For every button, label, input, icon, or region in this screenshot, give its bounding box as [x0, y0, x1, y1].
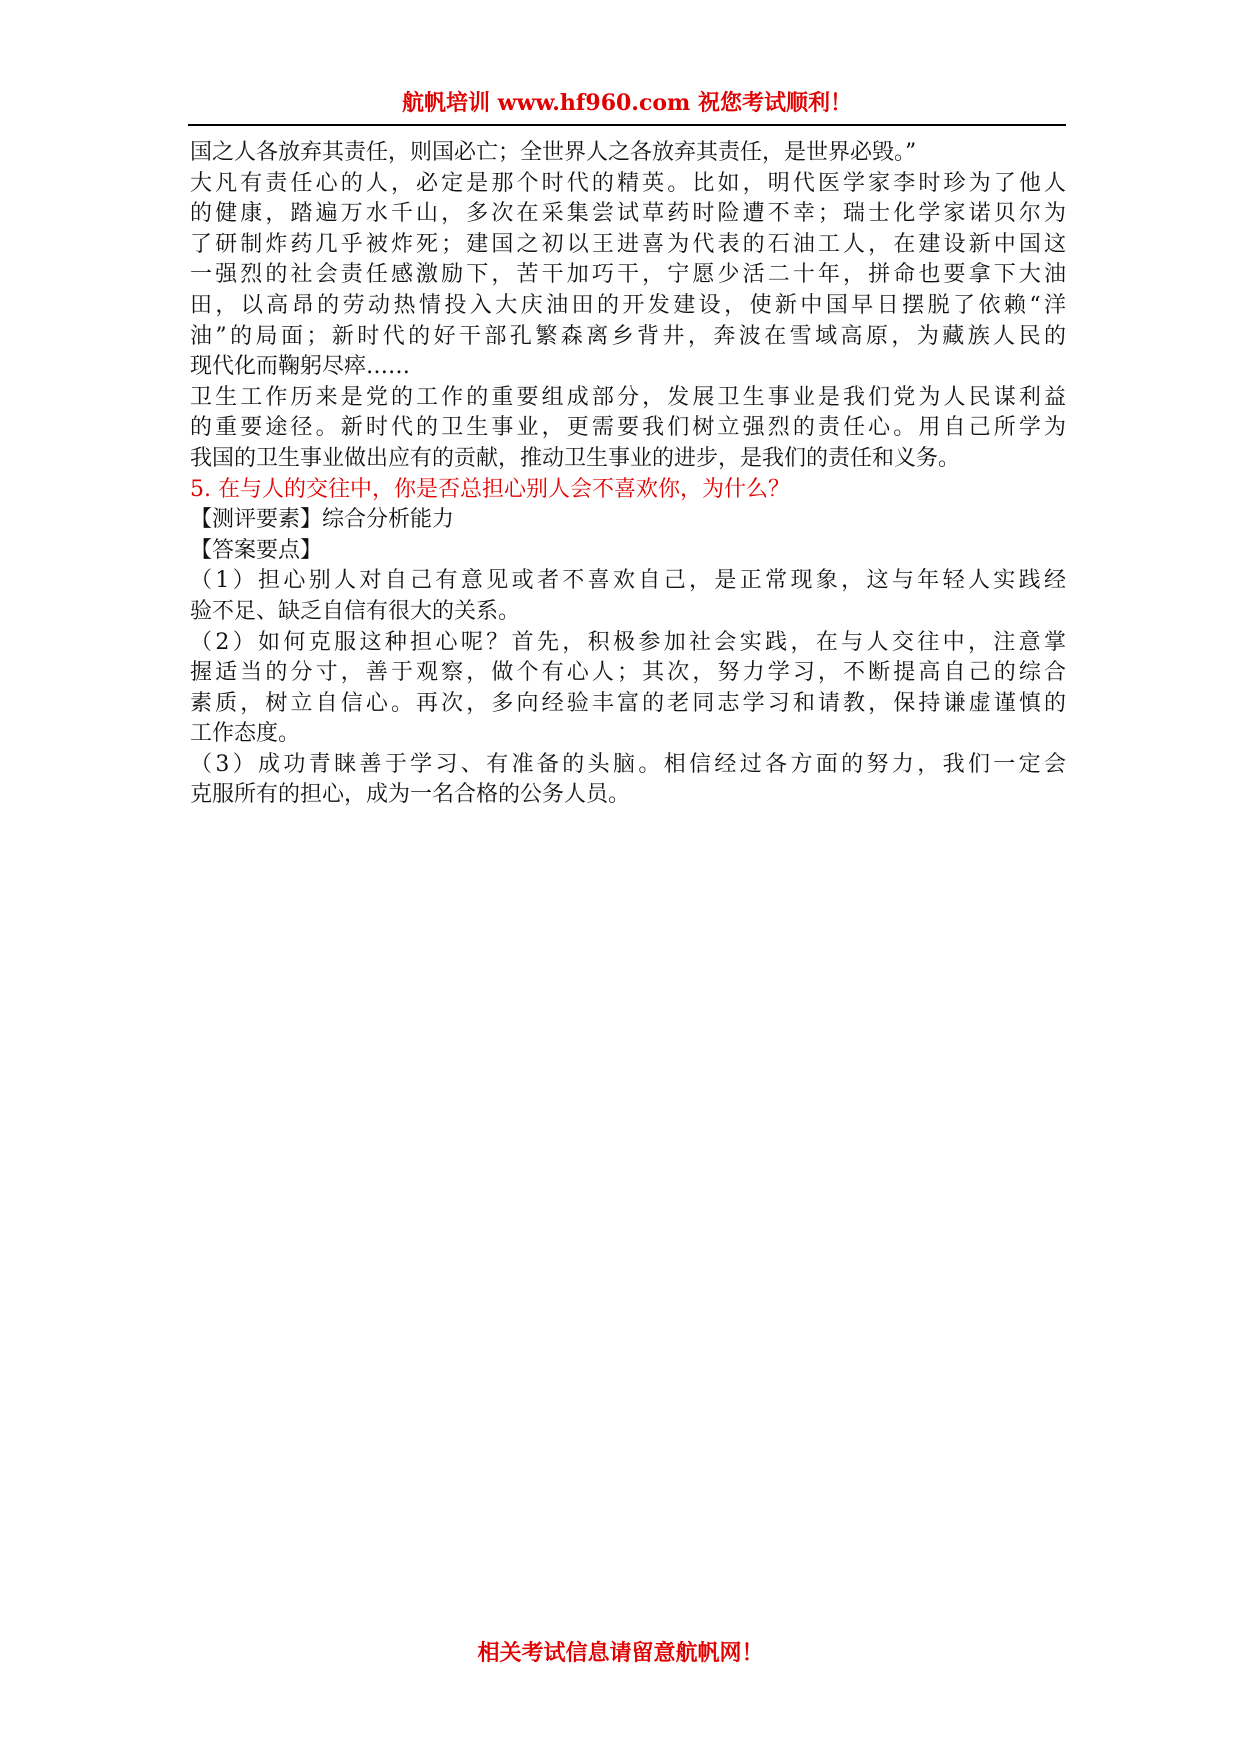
text-line: 一强烈的社会责任感激励下，苦干加巧干，宁愿少活二十年，拼命也要拿下大油 — [190, 262, 1066, 288]
text-line: 的健康，踏遍万水千山，多次在采集尝试草药时险遭不幸；瑞士化学家诺贝尔为 — [190, 201, 1066, 227]
page-footer: 相关考试信息请留意航帆网！ — [477, 1640, 764, 1666]
document-body — [190, 138, 1066, 811]
text-line: 工作态度。 — [190, 721, 301, 747]
header-text: 航帆培训 www.hf960.com 祝您考试顺利！ — [402, 90, 852, 116]
text-line: 了研制炸药几乎被炸死；建国之初以王进喜为代表的石油工人，在建设新中国这 — [190, 231, 1066, 257]
answer-points-label: 【答案要点】 — [190, 537, 323, 563]
text-line: （2）如何克服这种担心呢？首先，积极参加社会实践，在与人交往中，注意掌 — [190, 629, 1066, 655]
paragraph-responsibility — [190, 169, 1066, 383]
question-heading: 5. 在与人的交往中，你是否总担心别人会不喜欢你，为什么？ — [190, 476, 790, 502]
text-line: 国之人各放弃其责任，则国必亡；全世界人之各放弃其责任，是世界必毁。” — [190, 140, 917, 165]
answer-point-2 — [190, 628, 1066, 750]
text-line: 我国的卫生事业做出应有的贡献，推动卫生事业的进步，是我们的责任和义务。 — [190, 445, 961, 471]
text-line: 验不足、缺乏自信有很大的关系。 — [190, 598, 521, 624]
text-line: 的重要途径。新时代的卫生事业，更需要我们树立强烈的责任心。用自己所学为 — [190, 415, 1066, 441]
text-line: 田，以高昂的劳动热情投入大庆油田的开发建设，使新中国早日摆脱了依赖“洋 — [190, 292, 1066, 318]
page-header — [188, 82, 1066, 126]
text-line: 现代化而鞠躬尽瘁…… — [190, 354, 411, 380]
paragraph-health-work — [190, 383, 1066, 475]
answer-point-3 — [190, 750, 1066, 811]
text-line: 克服所有的担心，成为一名合格的公务人员。 — [190, 782, 631, 808]
text-line: 握适当的分寸，善于观察，做个有心人；其次，努力学习，不断提高自己的综合 — [190, 660, 1066, 686]
text-line: 油”的局面；新时代的好干部孔繁森离乡背井，奔波在雪域高原，为藏族人民的 — [190, 323, 1066, 349]
answer-point-1 — [190, 566, 1066, 627]
evaluation-factor-label: 【测评要素】综合分析能力 — [190, 507, 455, 533]
text-line: 素质，树立自信心。再次，多向经验丰富的老同志学习和请教，保持谦虚谨慎的 — [190, 690, 1066, 716]
text-line: 卫生工作历来是党的工作的重要组成部分，发展卫生事业是我们党为人民谋利益 — [190, 384, 1066, 410]
text-line: （3）成功青睐善于学习、有准备的头脑。相信经过各方面的努力，我们一定会 — [190, 751, 1066, 777]
text-line: 大凡有责任心的人，必定是那个时代的精英。比如，明代医学家李时珍为了他人 — [190, 170, 1066, 196]
text-line: （1）担心别人对自己有意见或者不喜欢自己，是正常现象，这与年轻人实践经 — [190, 568, 1066, 594]
